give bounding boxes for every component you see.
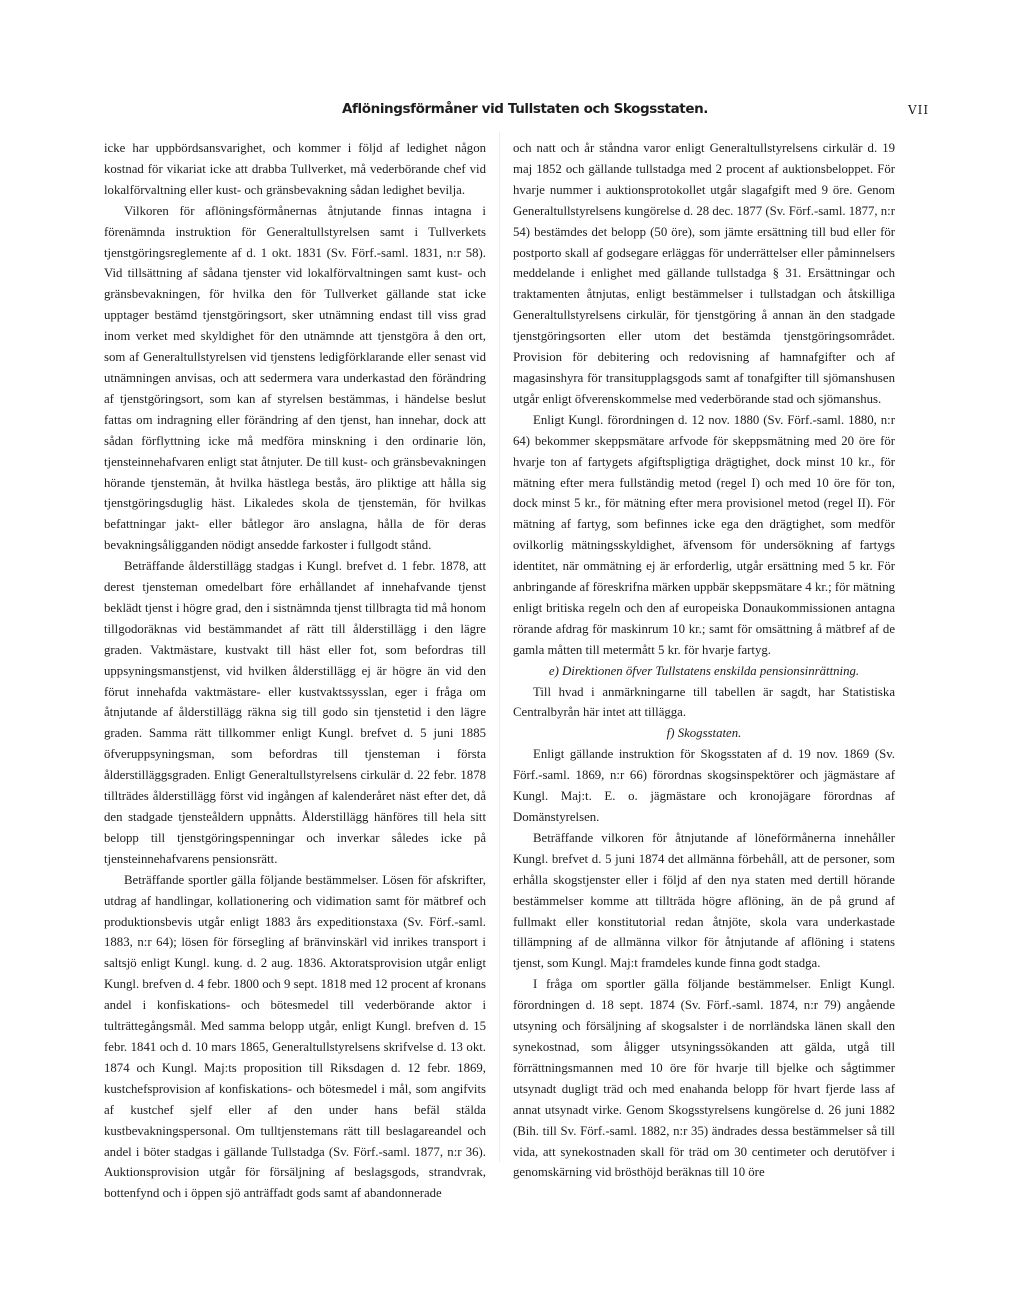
paragraph: Enligt Kungl. förordningen d. 12 nov. 1880 (Sv. Förf.-saml. 1880, n:r 64) bekommer skeppsmätare arfvode för skeppsmätning med 20 öre för hvarje ton af fartygets afgiftspligtiga drägtighet, dock minst 10 kr., för mätning efter mera fullständig metod (regel I) och med 10 öre för ton, dock minst 5 kr., för mätning efter mera provisionel metod (regel II). För mätning af fartyg, som befinnes icke ega den drägtighet, som medför ovilkorlig mätningsskyldighet, äfvensom för undersökning af fartygs identitet, när ommätning ej är erforderlig, utgår ersättning med 5 kr. För anbringande af föreskrifna märken uppbär skeppsmätare 4 kr.; för mätning enligt britiska regeln och den af europeiska Donaukommissionen antagna rörande afdrag för maskinrum 10 kr.; samt för omsättning å mätbref af de gamla måtten till metermått 5 kr. för hvarje fartyg. <box>513 412 895 657</box>
section-heading: f) Skogsstaten. <box>666 726 742 741</box>
left-column <box>104 138 486 1204</box>
section-heading: e) Direktionen öfver Tullstatens enskilda pensionsinrättning. <box>548 663 860 678</box>
paragraph: Enligt gällande instruktion för Skogsstaten af d. 19 nov. 1869 (Sv. Förf.-saml. 1869, n:r 66) förordnas skogsinspektörer och jägmästare af Kungl. Maj:t. E. o. jägmästare och kronojägare förordnas af Domänstyrelsen. <box>513 747 895 824</box>
right-column <box>513 138 895 1183</box>
column-divider <box>499 132 500 1162</box>
paragraph: Vilkoren för aflöningsförmånernas åtnjutande finnas intagna i förenämnda instruktion för Generaltullstyrelsen samt i Tullverkets tjenstgöringsreglemente af d. 1 okt. 1831 (Sv. Förf.-saml. 1831, n:r 58). Vid tillsättning af sådana tjenster vid lokalförvaltningen samt kust- och gränsbevakningen, för hvilka den för Tullverket gällande stat icke upptager bestämd tjenstgöringsort, sker utnämning endast till viss grad inom verket med skyldighet för den utnämnde att tjenstgöra å den ort, som af Generaltullstyrelsen vid tjenstens ledigförklarande eller senast vid utnämningen anvisas, och att sedermera vara underkastad den förändring af tjenstgöringsort, som kan af styrelsen bestämmas, i händelse beslut fattas om indragning eller förändring af den tjenst, han innehar, dock att sådan förflyttning icke må medföra minskning i den ordinarie lön, tjensteinnehafvaren enligt stat åtnjuter. De till kust- och gränsbevakningen hörande tjenstemän, åt hvilka hästlega bestås, äro pliktige att hålla sig tjenstgöringsduglig häst. Likaledes skola de tjenstemän, för hvilkas befattningar jakt- eller båtlegor äro anslagna, hålla de för deras bevakningsåligganden nödigt ansedde farkoster i fullgodt stånd. <box>104 203 486 553</box>
paragraph: Beträffande ålderstillägg stadgas i Kungl. brefvet d. 1 febr. 1878, att derest tjensteman omedelbart före erhållandet af innehafvande tjenst beklädt tjenst i högre grad, den i sistnämnda tjenst tillbragta tid må honom tillgodoräknas vid bestämmandet af rätt till ålderstillägg i den lägre graden. Vaktmästare, kustvakt till häst eller fot, som befordras till uppsyningsmanstjenst, vid hvilken ålderstillägg ej är högre än vid den förut innehafda vaktmästare- eller kustvaktssysslan, eger i fråga om åtnjutande af ålderstillägg räkna sig till godo sin tjenstetid i den lägre graden. Samma rätt tillkommer enligt Kungl. brefvet d. 5 juni 1885 öfveruppsyningsman, som befordras till tjensteman i första ålderstilläggsgraden. Enligt Generaltullstyrelsens cirkulär d. 22 febr. 1878 tillträdes ålderstillägg först vid ingången af kalenderåret näst efter det, då den stadgade tjensteåldern uppnåtts. Ålderstillägg hänföres till hela sitt belopp till tjenstgöringspenningar och inverkar således icke på tjensteinnehafvarens pensionsrätt. <box>104 559 486 866</box>
running-header <box>0 101 1024 125</box>
paragraph: I fråga om sportler gälla följande bestämmelser. Enligt Kungl. förordningen d. 18 sept. 1874 (Sv. Förf.-saml. 1874, n:r 79) angående utsyning och försäljning af skogsalster i de norrländska länen skall den synekostnad, som åligger utsyningssökanden att gälda, utgå till förrättningsmannen med 10 öre för hvarje till bjelke och sågtimmer utsynadt dugligt träd och med enahanda belopp för hvart fjerde lass af annat utsynadt virke. Genom Skogsstyrelsens kungörelse d. 26 juni 1882 (Bih. till Sv. Förf.-saml. 1882, n:r 35) ändrades dessa bestämmelser så till vida, att synekostnaden skall för träd om 30 centimeter och derutöfver i genomskärning vid brösthöjd beräknas till 10 öre <box>513 977 895 1180</box>
paragraph: Beträffande sportler gälla följande bestämmelser. Lösen för afskrifter, utdrag af handlingar, kollationering och vidimation samt för mätbref och produktionsbevis utgår enligt 1883 års expeditionstaxa (Sv. Förf.-saml. 1883, n:r 64); lösen för försegling af bränvinskärl vid inrikes transport i saltsjö enligt Kungl. kung. d. 2 aug. 1836. Aktoratsprovision utgår enligt Kungl. brefven d. 4 febr. 1800 och 9 sept. 1818 med 12 procent af kronans andel i konfiskations- och bötesmedel till vederbörande aktor i tulträttegångsmål. Med samma belopp utgår, enligt Kungl. brefven d. 15 febr. 1841 och d. 10 mars 1865, Generaltullstyrelsens skrifvelse d. 13 okt. 1874 och Kungl. Maj:ts proposition till Riksdagen d. 12 febr. 1869, kustchefsprovision af konfiskations- och bötesmedel i mål, som angifvits af kustchef sjelf eller af den under hans befäl stälda kustbevakningspersonal. Om tulltjenstemans rätt till beslagareandel och andel i böter stadgas i gällande Tullstadga (Sv. Förf.-saml. 1877, n:r 36). Auktionsprovision utgår för försäljning af beslagsgods, strandvrak, bottenfynd och i öppen sjö anträffadt gods samt af abandonnerade <box>104 872 486 1201</box>
paragraph: icke har uppbördsansvarighet, och kommer i följd af ledighet någon kostnad för vikariat icke att drabba Tullverket, må vederbörande chef vid lokalförvaltning eller kust- och gränsbevakning sådan ledighet bevilja. <box>104 141 486 197</box>
paragraph: Beträffande vilkoren för åtnjutande af löneförmånerna innehåller Kungl. brefvet d. 5 juni 1874 det allmänna förbehåll, att de personer, som erhålla skogstjenster eller i följd af den nya staten med dertill hörande bestämmelser komme att tillträda högre aflöning, än de på grund af fullmakt eller konstitutorial redan åtnjöte, skola vara underkastade tillämpning af de allmänna vilkor för åtnjutande af aflöning i statens tjenst, som Kungl. Maj:t framdeles kunde finna godt stadga. <box>513 830 895 971</box>
paragraph: Till hvad i anmärkningarne till tabellen är sagdt, har Statistiska Centralbyrån här intet att tillägga. <box>513 684 895 720</box>
paragraph: och natt och år ståndna varor enligt Generaltullstyrelsens cirkulär d. 19 maj 1852 och gällande tullstadga med 2 procent af auktionsbeloppet. För hvarje nummer i auktionsprotokollet utgår slagafgift med 9 öre. Genom Generaltullstyrelsens kungörelse d. 28 dec. 1877 (Sv. Förf.-saml. 1877, n:r 54) bestämdes det belopp (50 öre), som jämte ersättning till bud eller för postporto skall af godsegare erläggas för underrättelser eller påminnelsers meddelande i enlighet med gällande tullstadga § 31. Ersättningar och traktamenten åtnjutas, enligt bestämmelser i tullstadgan och åtskilliga Generaltullstyrelsens cirkulär, för tjenstgöring å annan än den stadgade tjenstgöringsorten eller utom det bestämda tjenstgöringsområdet. Provision för debitering och redovisning af hamnafgifter och af magasinshyra för transitupplagsgods samt af tonafgifter till sjömanshusen utgår enligt öfverenskommelse med vederbörande stad och sjömanshus. <box>513 141 895 406</box>
running-title: Aflöningsförmåner vid Tullstaten och Skogsstaten. <box>342 101 709 117</box>
page-number: VII <box>908 103 930 117</box>
